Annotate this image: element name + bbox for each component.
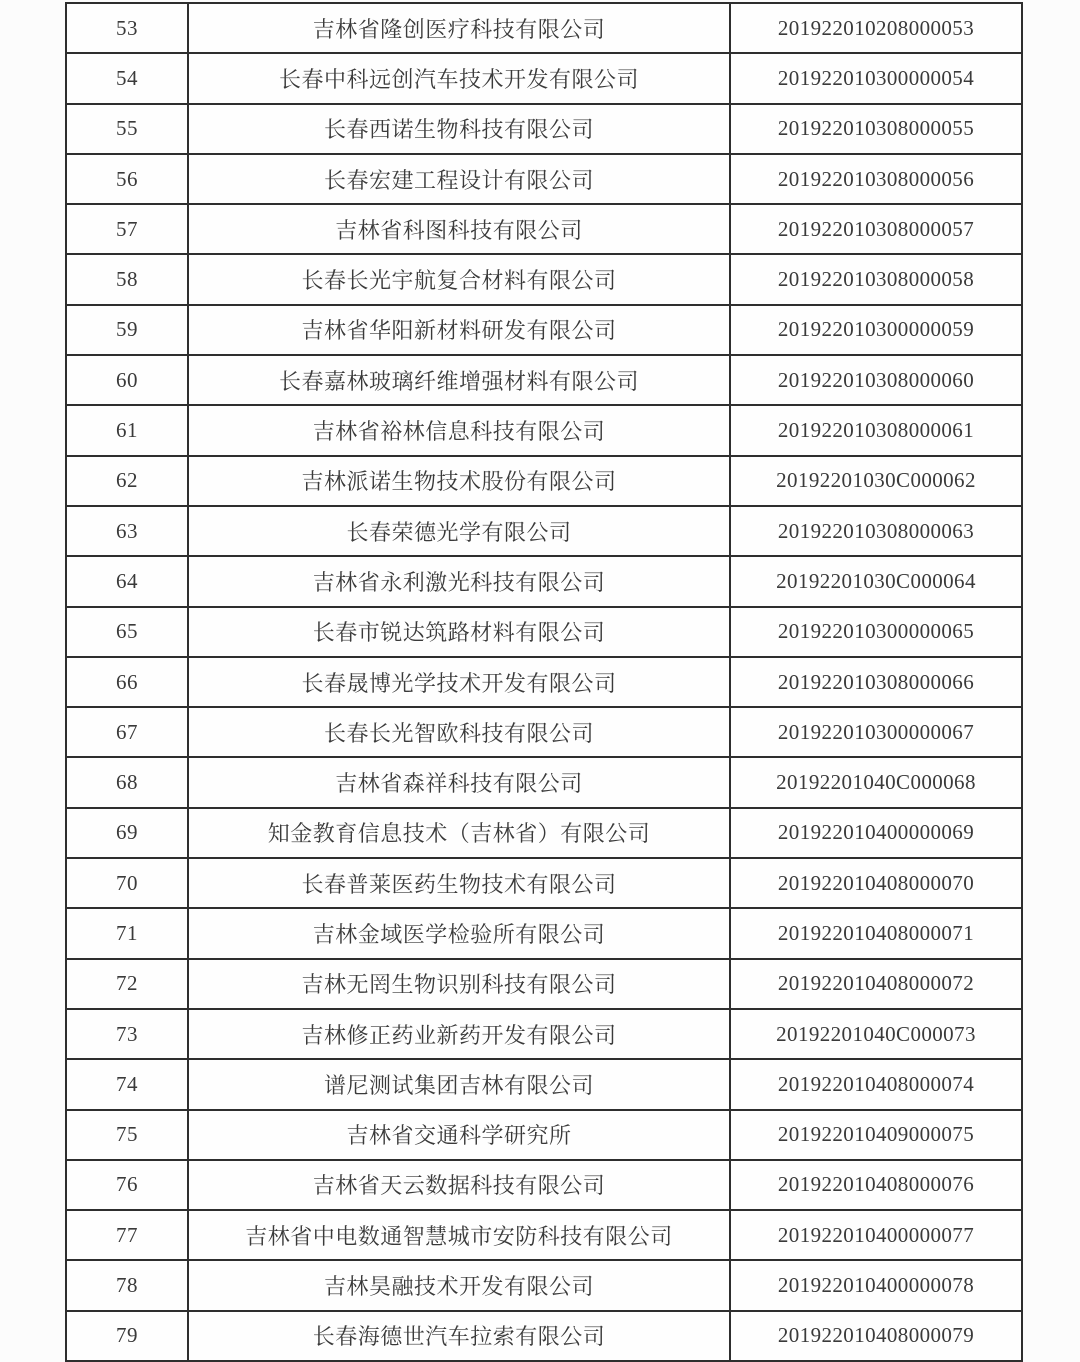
- table-row: [66, 104, 1022, 154]
- row-index: 70: [66, 858, 188, 908]
- certificate-number: 201922010300000067: [730, 707, 1022, 757]
- company-name: 知金教育信息技术（吉林省）有限公司: [188, 808, 730, 858]
- table-row: [66, 908, 1022, 958]
- row-index: 68: [66, 757, 188, 807]
- certificate-number: 201922010408000071: [730, 908, 1022, 958]
- row-index: 78: [66, 1260, 188, 1310]
- row-index: 76: [66, 1160, 188, 1210]
- row-index: 73: [66, 1009, 188, 1059]
- table-row: [66, 204, 1022, 254]
- table-row: [66, 1210, 1022, 1260]
- table-row: [66, 1059, 1022, 1109]
- certificate-number: 20192201040C000073: [730, 1009, 1022, 1059]
- table-row: [66, 456, 1022, 506]
- row-index: 65: [66, 607, 188, 657]
- table-row: [66, 53, 1022, 103]
- table-row: [66, 1110, 1022, 1160]
- company-name: 谱尼测试集团吉林有限公司: [188, 1059, 730, 1109]
- company-name: 吉林省隆创医疗科技有限公司: [188, 3, 730, 53]
- table-row: [66, 858, 1022, 908]
- company-name: 吉林派诺生物技术股份有限公司: [188, 456, 730, 506]
- company-list-table: [65, 2, 1023, 1362]
- certificate-number: 201922010308000061: [730, 405, 1022, 455]
- company-table-body: [66, 3, 1022, 1361]
- table-row: [66, 305, 1022, 355]
- certificate-number: 201922010308000058: [730, 254, 1022, 304]
- certificate-number: 201922010308000057: [730, 204, 1022, 254]
- row-index: 55: [66, 104, 188, 154]
- company-name: 吉林省永利激光科技有限公司: [188, 556, 730, 606]
- certificate-number: 201922010308000056: [730, 154, 1022, 204]
- row-index: 64: [66, 556, 188, 606]
- certificate-number: 201922010308000063: [730, 506, 1022, 556]
- company-name: 吉林省裕林信息科技有限公司: [188, 405, 730, 455]
- company-name: 吉林省华阳新材料研发有限公司: [188, 305, 730, 355]
- row-index: 63: [66, 506, 188, 556]
- certificate-number: 201922010408000079: [730, 1311, 1022, 1361]
- company-name: 长春宏建工程设计有限公司: [188, 154, 730, 204]
- row-index: 56: [66, 154, 188, 204]
- row-index: 60: [66, 355, 188, 405]
- certificate-number: 201922010300000065: [730, 607, 1022, 657]
- company-name: 长春晟博光学技术开发有限公司: [188, 657, 730, 707]
- table-row: [66, 1160, 1022, 1210]
- company-name: 长春西诺生物科技有限公司: [188, 104, 730, 154]
- table-row: [66, 657, 1022, 707]
- company-name: 吉林省科图科技有限公司: [188, 204, 730, 254]
- row-index: 53: [66, 3, 188, 53]
- table-row: [66, 556, 1022, 606]
- row-index: 61: [66, 405, 188, 455]
- company-name: 长春市锐达筑路材料有限公司: [188, 607, 730, 657]
- certificate-number: 201922010409000075: [730, 1110, 1022, 1160]
- table-row: [66, 707, 1022, 757]
- certificate-number: 201922010308000055: [730, 104, 1022, 154]
- company-name: 吉林省中电数通智慧城市安防科技有限公司: [188, 1210, 730, 1260]
- company-name: 吉林修正药业新药开发有限公司: [188, 1009, 730, 1059]
- table-row: [66, 254, 1022, 304]
- company-name: 长春嘉林玻璃纤维增强材料有限公司: [188, 355, 730, 405]
- certificate-number: 201922010408000074: [730, 1059, 1022, 1109]
- table-row: [66, 757, 1022, 807]
- table-row: [66, 1311, 1022, 1361]
- certificate-number: 201922010300000054: [730, 53, 1022, 103]
- table-row: [66, 607, 1022, 657]
- company-name: 吉林省森祥科技有限公司: [188, 757, 730, 807]
- table-row: [66, 405, 1022, 455]
- certificate-number: 201922010408000070: [730, 858, 1022, 908]
- row-index: 79: [66, 1311, 188, 1361]
- row-index: 69: [66, 808, 188, 858]
- company-name: 长春荣德光学有限公司: [188, 506, 730, 556]
- certificate-number: 20192201030C000062: [730, 456, 1022, 506]
- certificate-number: 201922010408000076: [730, 1160, 1022, 1210]
- table-row: [66, 959, 1022, 1009]
- company-name: 长春中科远创汽车技术开发有限公司: [188, 53, 730, 103]
- table-row: [66, 3, 1022, 53]
- row-index: 62: [66, 456, 188, 506]
- certificate-number: 201922010308000060: [730, 355, 1022, 405]
- certificate-number: 201922010408000072: [730, 959, 1022, 1009]
- company-name: 长春普莱医药生物技术有限公司: [188, 858, 730, 908]
- company-name: 吉林无罔生物识别科技有限公司: [188, 959, 730, 1009]
- company-name: 长春长光宇航复合材料有限公司: [188, 254, 730, 304]
- company-name: 吉林省天云数据科技有限公司: [188, 1160, 730, 1210]
- certificate-number: 201922010400000069: [730, 808, 1022, 858]
- company-name: 长春长光智欧科技有限公司: [188, 707, 730, 757]
- company-name: 长春海德世汽车拉索有限公司: [188, 1311, 730, 1361]
- row-index: 75: [66, 1110, 188, 1160]
- row-index: 67: [66, 707, 188, 757]
- table-row: [66, 154, 1022, 204]
- certificate-number: 201922010300000059: [730, 305, 1022, 355]
- row-index: 59: [66, 305, 188, 355]
- row-index: 71: [66, 908, 188, 958]
- certificate-number: 201922010400000078: [730, 1260, 1022, 1310]
- row-index: 54: [66, 53, 188, 103]
- table-row: [66, 506, 1022, 556]
- row-index: 66: [66, 657, 188, 707]
- company-name: 吉林昊融技术开发有限公司: [188, 1260, 730, 1310]
- certificate-number: 201922010308000066: [730, 657, 1022, 707]
- table-row: [66, 355, 1022, 405]
- table-row: [66, 1260, 1022, 1310]
- row-index: 58: [66, 254, 188, 304]
- row-index: 57: [66, 204, 188, 254]
- certificate-number: 201922010208000053: [730, 3, 1022, 53]
- row-index: 74: [66, 1059, 188, 1109]
- table-row: [66, 1009, 1022, 1059]
- company-name: 吉林省交通科学研究所: [188, 1110, 730, 1160]
- row-index: 77: [66, 1210, 188, 1260]
- table-row: [66, 808, 1022, 858]
- certificate-number: 20192201040C000068: [730, 757, 1022, 807]
- certificate-number: 201922010400000077: [730, 1210, 1022, 1260]
- certificate-number: 20192201030C000064: [730, 556, 1022, 606]
- company-name: 吉林金域医学检验所有限公司: [188, 908, 730, 958]
- row-index: 72: [66, 959, 188, 1009]
